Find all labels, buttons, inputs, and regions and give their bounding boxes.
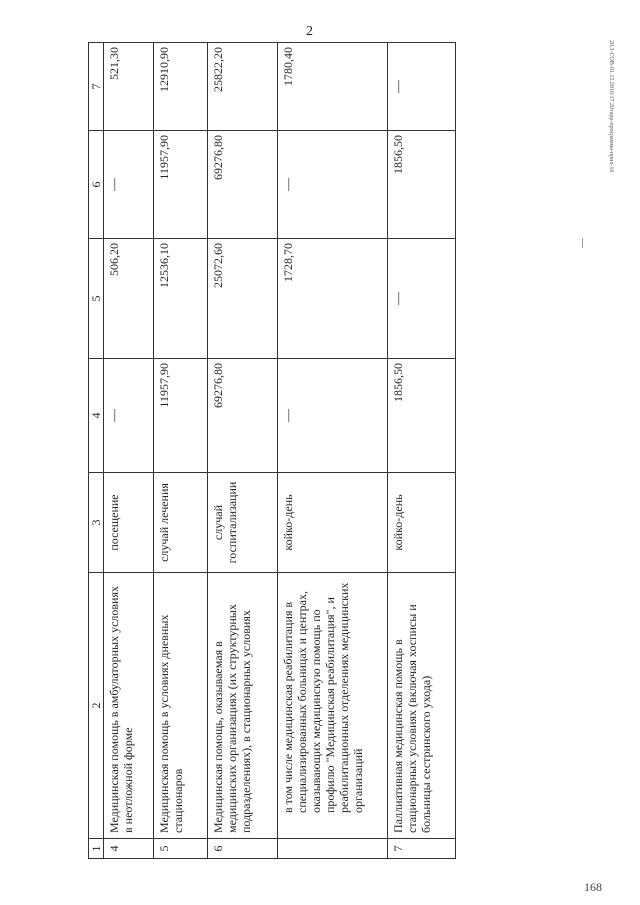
header-cell: 1	[89, 839, 104, 859]
row-unit: койко-день	[388, 473, 456, 573]
row-unit: случай лечения	[154, 473, 208, 573]
row-value: 1856,50	[388, 131, 456, 239]
row-value: 506,20	[104, 239, 154, 359]
row-value: —	[388, 239, 456, 359]
table-row	[278, 43, 388, 859]
table-row	[388, 43, 456, 859]
row-number: 4	[104, 839, 154, 859]
header-cell: 6	[89, 131, 104, 239]
row-value: 1728,70	[278, 239, 388, 359]
header-cell: 3	[89, 473, 104, 573]
row-value: 1780,40	[278, 43, 388, 131]
row-name: Паллиативная медицинская помощь в стационарных условиях (включая хосписы и больницы сестринского ухода)	[388, 573, 456, 839]
row-name	[278, 573, 388, 839]
footer-page-number: 168	[584, 880, 602, 894]
row-value: 25822,20	[208, 43, 278, 131]
row-value: 521,30	[104, 43, 154, 131]
row-value: 69276,80	[208, 359, 278, 473]
row-value: 12910,90	[154, 43, 208, 131]
row-value: 12536,10	[154, 239, 208, 359]
row-value: —	[104, 131, 154, 239]
row-number: 6	[208, 839, 278, 859]
row-unit: случай госпитализации	[208, 473, 278, 573]
row-value: 69276,80	[208, 131, 278, 239]
row-value: 11957,90	[154, 359, 208, 473]
row-name: Медицинская помощь в амбулаторных условиях в неотложной форме	[104, 573, 154, 839]
header-cell: 7	[89, 43, 104, 131]
header-row	[89, 43, 104, 859]
row-unit: посещение	[104, 473, 154, 573]
side-note: 20.3-СОВ-01.12.2016/17.20тарр-программа-прил-16	[608, 40, 614, 173]
row-unit: койко-день	[278, 473, 388, 573]
row-value: —	[278, 359, 388, 473]
row-value: —	[388, 43, 456, 131]
row-value: 1856,50	[388, 359, 456, 473]
row-number	[278, 839, 388, 859]
row-name: Медицинская помощь в условиях дневных стационаров	[154, 573, 208, 839]
row-value: 25072,60	[208, 239, 278, 359]
header-cell: 4	[89, 359, 104, 473]
table-row	[154, 43, 208, 859]
header-cell: 5	[89, 239, 104, 359]
tariff-table	[88, 42, 456, 859]
table-row	[208, 43, 278, 859]
table-row	[104, 43, 154, 859]
row-value: —	[278, 131, 388, 239]
row-name: Медицинская помощь, оказываемая в медицинских организациях (их структурных подразделениях), в стационарных условиях	[208, 573, 278, 839]
row-value: —	[104, 359, 154, 473]
row-value: 11957,90	[154, 131, 208, 239]
row-name-text: в том числе медицинская реабилитация в специализированных больницах и центрах, оказывающих медицинскую помощь по профилю "Медицинская реабилитация", и реабилитационных отделениях медицинских организаций	[281, 582, 365, 813]
header-cell: 2	[89, 573, 104, 839]
page-number: 2	[306, 24, 313, 39]
tariff-table-rotated	[88, 43, 454, 859]
row-number: 7	[388, 839, 456, 859]
row-number: 5	[154, 839, 208, 859]
scan-mark	[582, 238, 583, 248]
